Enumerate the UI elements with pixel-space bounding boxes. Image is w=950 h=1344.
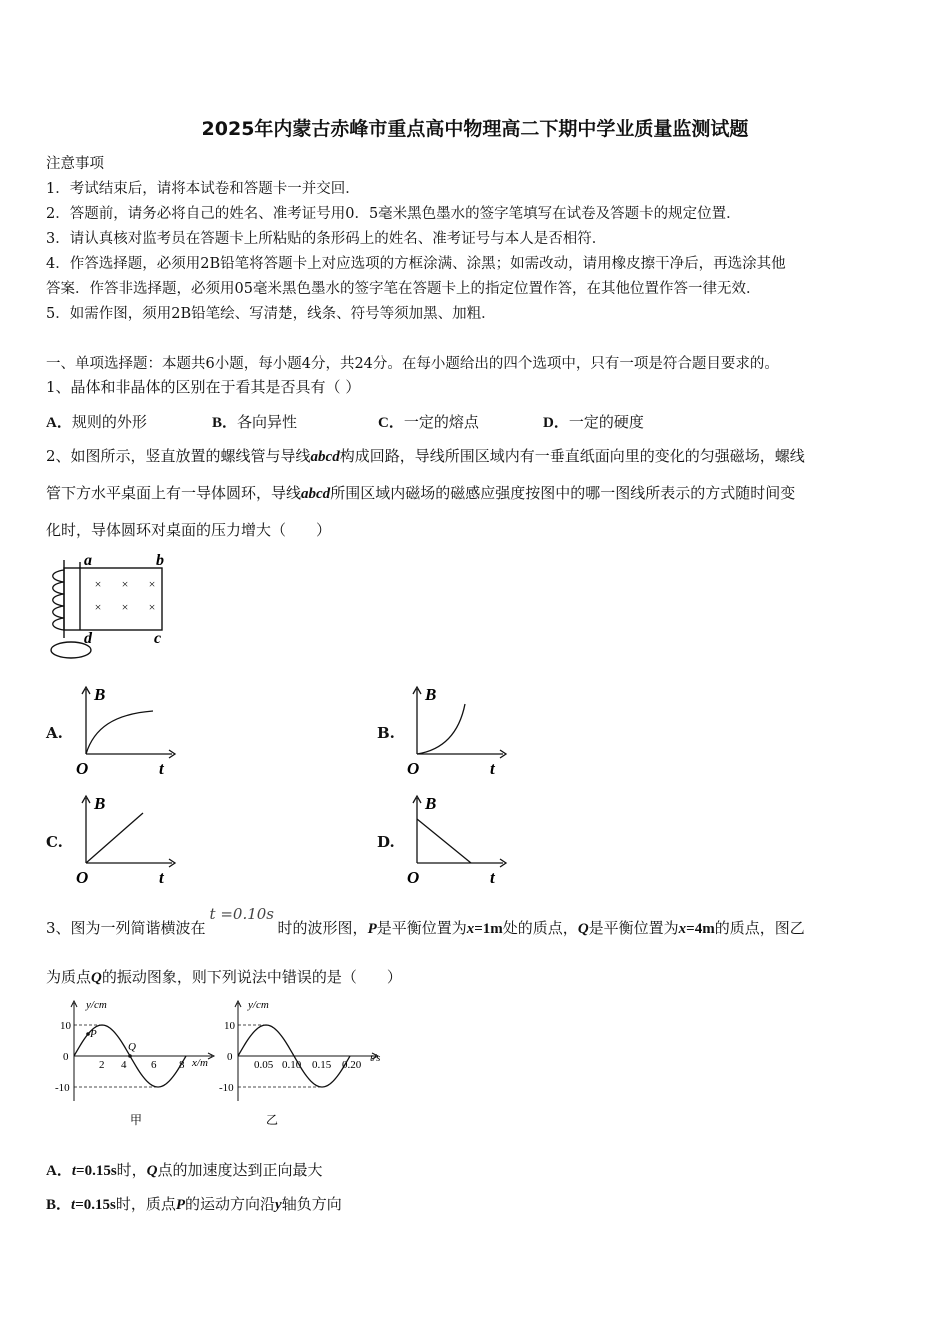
- axis-b-label: B: [94, 685, 106, 704]
- wave-y-axis-label: y/cm: [86, 999, 107, 1011]
- field-cross: ×: [94, 600, 102, 614]
- wave-ytick: -10: [55, 1082, 70, 1094]
- wave-xtick: 6: [151, 1059, 157, 1071]
- q2-stem-line-2: 管下方水平桌面上有一导体圆环，导线abcd所围区域内磁场的磁感应强度按图中的哪一图线所表示的方式随时间变: [46, 484, 796, 502]
- q2-option-c-label: C.: [46, 833, 63, 851]
- q3-stem-line-1: 3、图为一列简谐横波在 t =0.10s 时的波形图，P是平衡位置为x=1m处的质点，Q是平衡位置为x=4m的质点，图乙: [46, 905, 805, 937]
- axis-b-label: B: [425, 794, 437, 813]
- axis-t-label: t: [159, 868, 164, 887]
- point-c-label: c: [154, 630, 162, 647]
- conductor-ring: [51, 642, 91, 658]
- field-cross: ×: [121, 577, 129, 591]
- b-line: [86, 813, 143, 863]
- field-cross: ×: [148, 600, 156, 614]
- axis-b-label: B: [94, 794, 106, 813]
- graph-d: [403, 793, 513, 888]
- vibration-y-axis-label: y/cm: [248, 999, 269, 1011]
- wave-ytick: 10: [60, 1020, 71, 1032]
- vibration-xtick: 0.10: [282, 1059, 302, 1071]
- origin-label: O: [407, 759, 420, 778]
- wave-xtick: 8: [179, 1059, 185, 1071]
- vibration-ytick: 0: [227, 1051, 233, 1063]
- graph-b: [403, 684, 513, 779]
- q3-stem-line-2: 为质点Q的振动图象，则下列说法中错误的是（ ）: [46, 968, 402, 986]
- axis-b-label: B: [425, 685, 437, 704]
- b-curve: [417, 704, 465, 754]
- axis-t-label: t: [159, 759, 164, 778]
- notice-line-2: 2．答题前，请务必将自己的姓名、准考证号用0．5毫米黑色墨水的签字笔填写在试卷及答题卡的规定位置．: [46, 206, 741, 222]
- q1-option-c: C．一定的熔点: [378, 413, 479, 431]
- origin-label: O: [76, 868, 89, 887]
- origin-label: O: [76, 759, 89, 778]
- vibration-xtick: 0.05: [254, 1059, 274, 1071]
- section-heading: 一、单项选择题：本题共6小题，每小题4分，共24分。在每小题给出的四个选项中，只有一项是符合题目要求的。: [46, 356, 779, 372]
- q2-option-b-label: B.: [377, 724, 395, 742]
- point-b-label: b: [156, 552, 164, 569]
- wave-ytick: 0: [63, 1051, 69, 1063]
- notice-line-6: 5．如需作图，须用2B铅笔绘、写清楚，线条、符号等须加黑、加粗．: [46, 306, 496, 322]
- q1-option-d: D．一定的硬度: [543, 413, 644, 431]
- wave-caption: 甲: [130, 1113, 143, 1127]
- notice-line-1: 1．考试结束后，请将本试卷和答题卡一并交回．: [46, 181, 360, 197]
- notice-line-3: 3．请认真核对监考员在答题卡上所粘贴的条形码上的姓名、准考证号与本人是否相符．: [46, 231, 607, 247]
- wave-xtick: 4: [121, 1059, 127, 1071]
- origin-label: O: [407, 868, 420, 887]
- axis-t-label: t: [490, 759, 495, 778]
- q2-option-a-label: A.: [46, 724, 63, 742]
- q1-option-a: A．规则的外形: [46, 413, 147, 431]
- q1-stem: 1、晶体和非晶体的区别在于看其是否具有（ ）: [46, 378, 361, 396]
- vibration-ytick: -10: [219, 1082, 234, 1094]
- field-cross: ×: [94, 577, 102, 591]
- field-cross: ×: [148, 577, 156, 591]
- vibration-xtick: 0.15: [312, 1059, 332, 1071]
- vibration-caption: 乙: [266, 1113, 279, 1127]
- q2-stem-line-1: 2、如图所示，竖直放置的螺线管与导线abcd构成回路，导线所围区域内有一垂直纸面向里的变化的匀强磁场，螺线: [46, 447, 805, 465]
- field-cross: ×: [121, 600, 129, 614]
- q3-option-b: B．t=0.15s时，质点P的运动方向沿y轴负方向: [46, 1195, 342, 1213]
- vibration-ytick: 10: [224, 1020, 235, 1032]
- wave-q-label: Q: [128, 1041, 136, 1053]
- wave-x-axis-label: x/m: [192, 1057, 208, 1069]
- q1-option-b: B．各向异性: [212, 413, 298, 431]
- q2-option-d-label: D.: [377, 833, 395, 851]
- axis-t-label: t: [490, 868, 495, 887]
- graph-a: [72, 684, 182, 779]
- wave-p-label: P: [90, 1028, 97, 1040]
- vibration-graph: [212, 996, 390, 1131]
- q3-option-a: A．t=0.15s时，Q点的加速度达到正向最大: [46, 1161, 323, 1179]
- graph-c: [72, 793, 182, 888]
- point-a-label: a: [84, 552, 92, 569]
- b-line: [417, 819, 471, 863]
- vibration-xtick: 0.20: [342, 1059, 362, 1071]
- notice-line-5: 答案．作答非选择题，必须用05毫米黑色墨水的签字笔在答题卡上的指定位置作答，在其他位置作答一律无效．: [46, 281, 761, 297]
- point-d-label: d: [84, 630, 92, 647]
- point-q-dot: [128, 1054, 132, 1058]
- notice-heading: 注意事项: [46, 156, 104, 172]
- vibration-x-axis-label: t/s: [370, 1052, 381, 1064]
- wave-graph: [44, 996, 222, 1131]
- page-title: 2025年内蒙古赤峰市重点高中物理高二下期中学业质量监测试题: [201, 118, 749, 140]
- b-curve: [86, 711, 153, 754]
- wave-xtick: 2: [99, 1059, 105, 1071]
- time-formula: t =0.10s: [209, 905, 275, 923]
- notice-line-4: 4．作答选择题，必须用2B铅笔将答题卡上对应选项的方框涂满、涂黑；如需改动，请用橡皮擦干净后，再选涂其他: [46, 256, 786, 272]
- solenoid-circuit-figure: [44, 548, 174, 663]
- q2-stem-line-3: 化时，导体圆环对桌面的压力增大（ ）: [46, 521, 332, 539]
